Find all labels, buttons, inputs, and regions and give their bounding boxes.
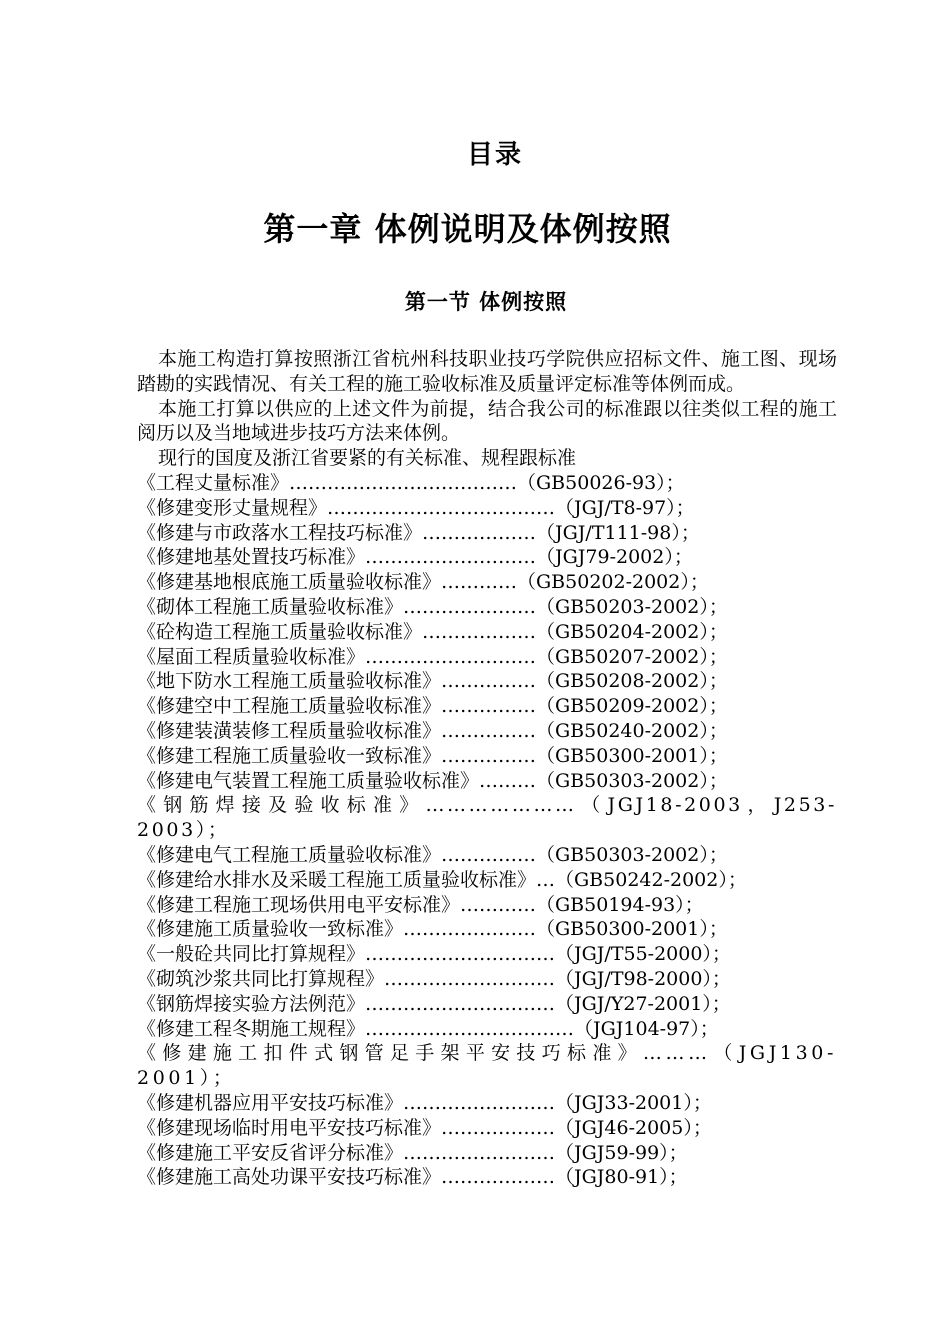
- standard-item: 《地下防水工程施工质量验收标准》……………（GB50208-2002）；: [137, 670, 728, 693]
- standard-item: 《钢筋焊接及验收标准》…………………（JGJ18-2003，J253-2003）；: [137, 794, 837, 842]
- standard-item: 《砌体工程施工质量验收标准》…………………（GB50203-2002）；: [137, 595, 728, 618]
- standard-item: 《修建机器应用平安技巧标准》……………………（JGJ33-2001）；: [137, 1091, 712, 1114]
- standard-item: 《修建基地根底施工质量验收标准》…………（GB50202-2002）；: [137, 571, 709, 594]
- standard-item: 《修建施工扣件式钢管足手架平安技巧标准》………（JGJ130-2001）；: [137, 1042, 837, 1090]
- standards-list: [137, 471, 837, 1190]
- standard-item: 《修建电气装置工程施工质量验收标准》………（GB50303-2002）；: [137, 769, 728, 792]
- paragraph-basis: 本施工构造打算按照浙江省杭州科技职业技巧学院供应招标文件、施工图、现场踏勘的实践情况、有关工程的施工验收标准及质量评定标准等体例而成。: [137, 348, 837, 395]
- standard-item: 《屋面工程质量验收标准》………………………（GB50207-2002）；: [137, 645, 728, 668]
- standard-item: 《砼构造工程施工质量验收标准》………………（GB50204-2002）；: [137, 620, 728, 643]
- document-body: [137, 347, 837, 1190]
- standard-item: 《修建施工平安反省评分标准》……………………（JGJ59-99）；: [137, 1141, 688, 1164]
- standard-item: 《工程丈量标准》………………………………（GB50026-93）；: [137, 471, 685, 494]
- standard-item: 《修建施工高处功课平安技巧标准》………………（JGJ80-91）；: [137, 1166, 688, 1189]
- chapter-title: 第一章 体例说明及体例按照: [263, 210, 672, 248]
- section-title: 第一节 体例按照: [404, 290, 568, 314]
- standard-item: 《修建工程施工质量验收一致标准》……………（GB50300-2001）；: [137, 744, 728, 767]
- standard-item: 《砌筑沙浆共同比打算规程》………………………（JGJ/T98-2000）；: [137, 967, 731, 990]
- standard-item: 《修建电气工程施工质量验收标准》……………（GB50303-2002）；: [137, 843, 728, 866]
- standard-item: 《修建变形丈量规程》………………………………（JGJ/T8-97）；: [137, 496, 695, 519]
- standard-item: 《修建工程冬期施工规程》……………………………（JGJ104-97）；: [137, 1017, 719, 1040]
- toc-title: 目录: [466, 140, 523, 170]
- standard-item: 《修建给水排水及采暖工程施工质量验收标准》…（GB50242-2002）；: [137, 868, 747, 891]
- standard-item: 《修建施工质量验收一致标准》…………………（GB50300-2001）；: [137, 918, 728, 941]
- paragraph-premise: 本施工打算以供应的上述文件为前提，结合我公司的标准跟以往类似工程的施工阅历以及当地域进步技巧方法来体例。: [137, 397, 837, 445]
- paragraph-standards-intro: 现行的国度及浙江省要紧的有关标准、规程跟标准: [158, 447, 577, 470]
- standard-item: 《一般砼共同比打算规程》…………………………（JGJ/T55-2000）；: [137, 943, 731, 966]
- standard-item: 《修建地基处置技巧标准》………………………（JGJ79-2002）；: [137, 546, 693, 569]
- standard-item: 《钢筋焊接实验方法例范》…………………………（JGJ/Y27-2001）；: [137, 992, 731, 1015]
- standard-item: 《修建空中工程施工质量验收标准》……………（GB50209-2002）；: [137, 695, 728, 718]
- standard-item: 《修建现场临时用电平安技巧标准》………………（JGJ46-2005）；: [137, 1116, 712, 1139]
- standard-item: 《修建与市政落水工程技巧标准》………………（JGJ/T111-98）；: [137, 521, 700, 544]
- standard-item: 《修建工程施工现场供用电平安标准》…………（GB50194-93）；: [137, 893, 704, 916]
- standard-item: 《修建装潢装修工程质量验收标准》……………（GB50240-2002）；: [137, 719, 728, 742]
